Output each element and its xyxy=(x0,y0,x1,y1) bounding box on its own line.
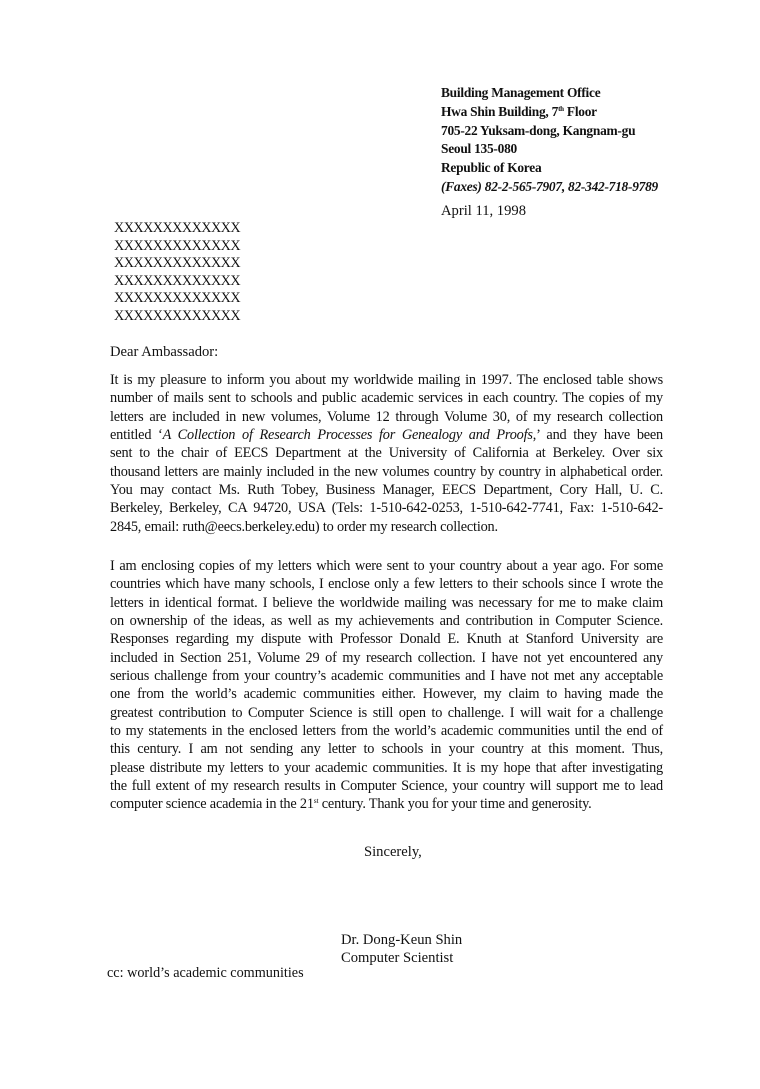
paragraph-line: letters are included in new volumes, Volume 12 through Volume 30, of my research collection xyxy=(110,408,663,425)
paragraph-line: sent to the chair of EECS Department at the University of California at Berkeley. Over six xyxy=(110,445,663,462)
text-run: entitled ‘ xyxy=(110,427,163,444)
paragraph-line: 2845, email: ruth@eecs.berkeley.edu) to order my research collection. xyxy=(110,518,498,535)
century-ordinal-superscript: st xyxy=(313,796,319,806)
cc-line: cc: world’s academic communities xyxy=(107,965,304,981)
paragraph-line: It is my pleasure to inform you about my worldwide mailing in 1997. The enclosed table shows xyxy=(110,372,663,388)
sender-street: 705-22 Yuksam-dong, Kangnam-gu xyxy=(441,122,636,138)
sender-office: Building Management Office xyxy=(441,85,601,100)
paragraph-line xyxy=(110,795,663,813)
text-run: ,’ and they have been xyxy=(532,427,664,444)
paragraph-line: to my statements in the enclosed letters from the world’s academic communities until the end of xyxy=(110,723,663,740)
book-title-italic: A Collection of Research Processes for Genealogy and Proofs xyxy=(162,427,533,444)
recipient-line: XXXXXXXXXXXXX xyxy=(114,307,241,324)
paragraph-line: Berkeley, Berkeley, CA 94720, USA (Tels: 1-510-642-0253, 1-510-642-7741, Fax: 1-510-642- xyxy=(110,500,663,517)
paragraph-line: on ownership of the ideas, as well as my achievements and contribution in Computer Science. xyxy=(110,613,663,630)
paragraph-line: Responses regarding my dispute with Professor Donald E. Knuth at Stanford University are xyxy=(110,631,663,648)
paragraph-line: this century. I am not sending any letter to schools in your country at this moment. Thus, xyxy=(110,741,663,758)
recipient-line: XXXXXXXXXXXXX xyxy=(114,290,241,307)
floor-ordinal-superscript: th xyxy=(558,104,564,113)
body-paragraph-1 xyxy=(110,371,663,536)
paragraph-line: I am enclosing copies of my letters which were sent to your country about a year ago. For some xyxy=(110,558,663,574)
closing: Sincerely, xyxy=(364,844,422,860)
paragraph-line: countries which have many schools, I enclose only a few letters to their schools since I wrote the xyxy=(110,576,663,593)
sender-faxes: (Faxes) 82-2-565-7907, 82-342-718-9789 xyxy=(441,178,658,194)
paragraph-line: thousand letters are mainly included in the new volumes country by country in alphabetical order. xyxy=(110,463,663,480)
body-paragraph-2 xyxy=(110,557,663,814)
signer-title: Computer Scientist xyxy=(341,950,454,967)
paragraph-line: the full extent of my research results in Computer Science, your country will support me to lead xyxy=(110,778,663,795)
sender-building-name: Hwa Shin Building, 7 xyxy=(441,103,559,119)
paragraph-line: included in Section 251, Volume 29 of my research collection. I have not yet encountered any xyxy=(110,649,663,666)
recipient-line: XXXXXXXXXXXXX xyxy=(114,220,241,236)
paragraph-line xyxy=(110,426,663,444)
recipient-line: XXXXXXXXXXXXX xyxy=(114,272,241,289)
letter-date: April 11, 1998 xyxy=(441,203,526,219)
sender-city: Seoul 135-080 xyxy=(441,141,517,157)
recipient-line: XXXXXXXXXXXXX xyxy=(114,255,241,272)
text-run: century. Thank you for your time and generosity. xyxy=(318,796,592,813)
paragraph-line: You may contact Ms. Ruth Tobey, Business Manager, EECS Department, Cory Hall, U. C. xyxy=(110,482,663,499)
sender-address-block xyxy=(441,84,658,197)
recipient-address-block xyxy=(114,220,240,326)
paragraph-line: one from the world’s academic communities either. However, my claim to having made the xyxy=(110,686,663,703)
sender-building xyxy=(441,103,658,122)
paragraph-line: letters in identical format. I believe the worldwide mailing was necessary for me to make claim xyxy=(110,594,663,611)
paragraph-line: serious challenge from your country’s academic communities and I have not met any acceptable xyxy=(110,668,663,685)
sender-building-floor: Floor xyxy=(563,103,597,119)
salutation: Dear Ambassador: xyxy=(110,344,219,360)
recipient-line: XXXXXXXXXXXXX xyxy=(114,237,241,254)
signature-block xyxy=(341,931,462,968)
paragraph-line: please distribute my letters to your academic communities. It is my hope that after investigating xyxy=(110,759,663,776)
paragraph-line: number of mails sent to schools and public academic services in each country. The copies of my xyxy=(110,390,663,407)
text-run: computer science academia in the 21 xyxy=(110,796,314,813)
sender-country: Republic of Korea xyxy=(441,160,542,176)
paragraph-line: greatest contribution to Computer Science is still open to challenge. I will wait for a challenge xyxy=(110,704,663,721)
signer-name: Dr. Dong-Keun Shin xyxy=(341,932,463,948)
